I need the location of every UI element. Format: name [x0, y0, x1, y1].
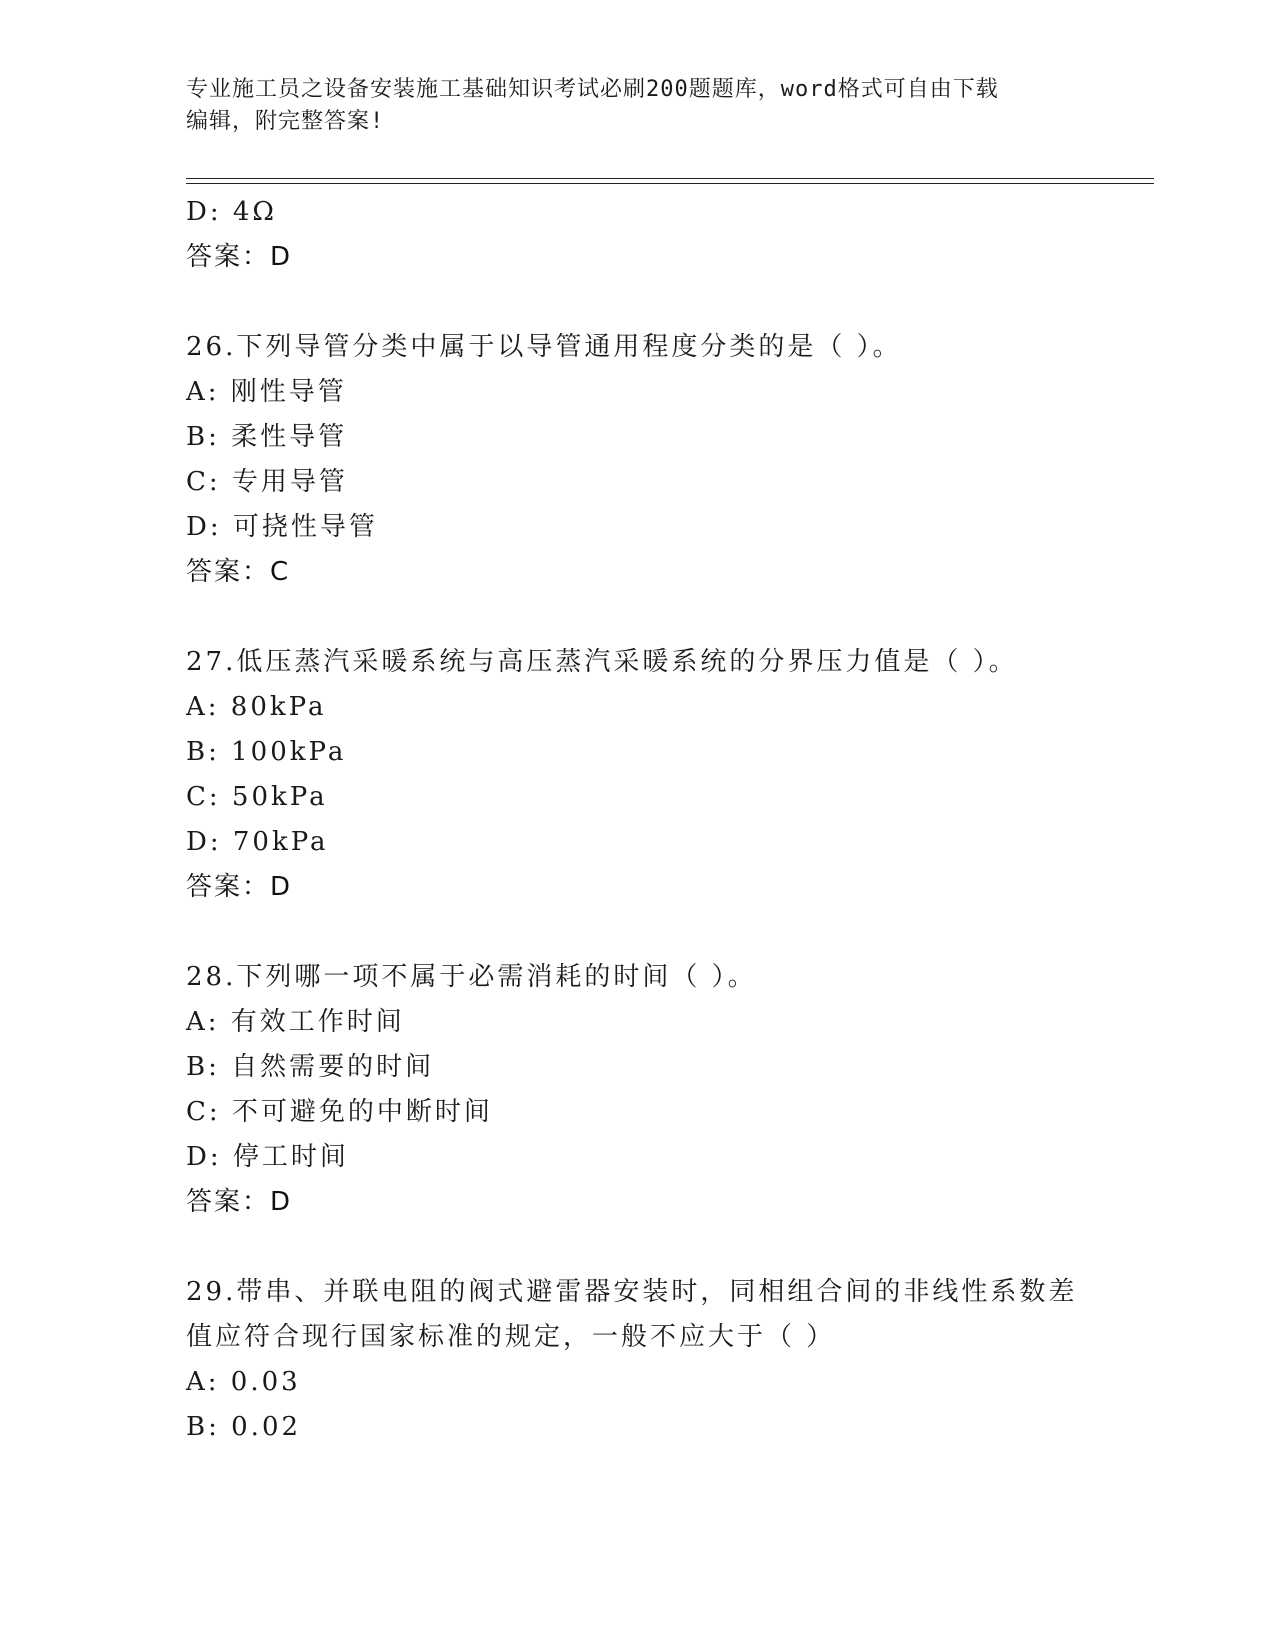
q26-option-b: B: 柔性导管 — [186, 422, 348, 452]
header-divider-bottom — [186, 183, 1154, 184]
q27-option-a: A: 80kPa — [186, 692, 327, 722]
q28-answer: 答案：D — [186, 1187, 293, 1217]
spacer — [186, 910, 1146, 955]
q26-answer: 答案：C — [186, 557, 291, 587]
document-header — [186, 74, 1086, 138]
spacer — [186, 595, 1146, 640]
q26-option-a: A: 刚性导管 — [186, 377, 347, 407]
q26-option-c: C: 专用导管 — [186, 467, 348, 497]
q28-option-b: B: 自然需要的时间 — [186, 1052, 435, 1082]
q25-option-d: D: 4Ω — [186, 197, 277, 227]
header-title-line-1: 专业施工员之设备安装施工基础知识考试必刷200题题库，word格式可自由下载 — [186, 77, 999, 102]
q29-option-a: A: 0.03 — [186, 1367, 301, 1397]
question-26 — [186, 325, 1146, 595]
q27-option-b: B: 100kPa — [186, 737, 347, 767]
question-list — [186, 190, 1146, 1450]
question-29 — [186, 1270, 1146, 1450]
q27-question: 27.低压蒸汽采暖系统与高压蒸汽采暖系统的分界压力值是（ ）。 — [186, 647, 1018, 677]
q27-answer: 答案：D — [186, 872, 293, 902]
q29-option-b: B: 0.02 — [186, 1412, 302, 1442]
q26-option-d: D: 可挠性导管 — [186, 512, 378, 542]
spacer — [186, 280, 1146, 325]
q28-option-c: C: 不可避免的中断时间 — [186, 1097, 493, 1127]
q29-question-line-2: 值应符合现行国家标准的规定，一般不应大于（ ） — [186, 1322, 836, 1352]
q27-option-d: D: 70kPa — [186, 827, 329, 857]
q28-option-d: D: 停工时间 — [186, 1142, 349, 1172]
question-25-tail — [186, 190, 1146, 280]
q25-answer: 答案：D — [186, 242, 293, 272]
q29-question-line-1: 29.带串、并联电阻的阀式避雷器安装时，同相组合间的非线性系数差 — [186, 1277, 1078, 1307]
question-28 — [186, 955, 1146, 1225]
q28-option-a: A: 有效工作时间 — [186, 1007, 405, 1037]
q27-option-c: C: 50kPa — [186, 782, 328, 812]
spacer — [186, 1225, 1146, 1270]
q28-question: 28.下列哪一项不属于必需消耗的时间（ ）。 — [186, 962, 757, 992]
header-title-line-2: 编辑，附完整答案! — [186, 109, 385, 134]
q26-question: 26.下列导管分类中属于以导管通用程度分类的是（ ）。 — [186, 332, 902, 362]
header-divider-top — [186, 178, 1154, 179]
question-27 — [186, 640, 1146, 910]
